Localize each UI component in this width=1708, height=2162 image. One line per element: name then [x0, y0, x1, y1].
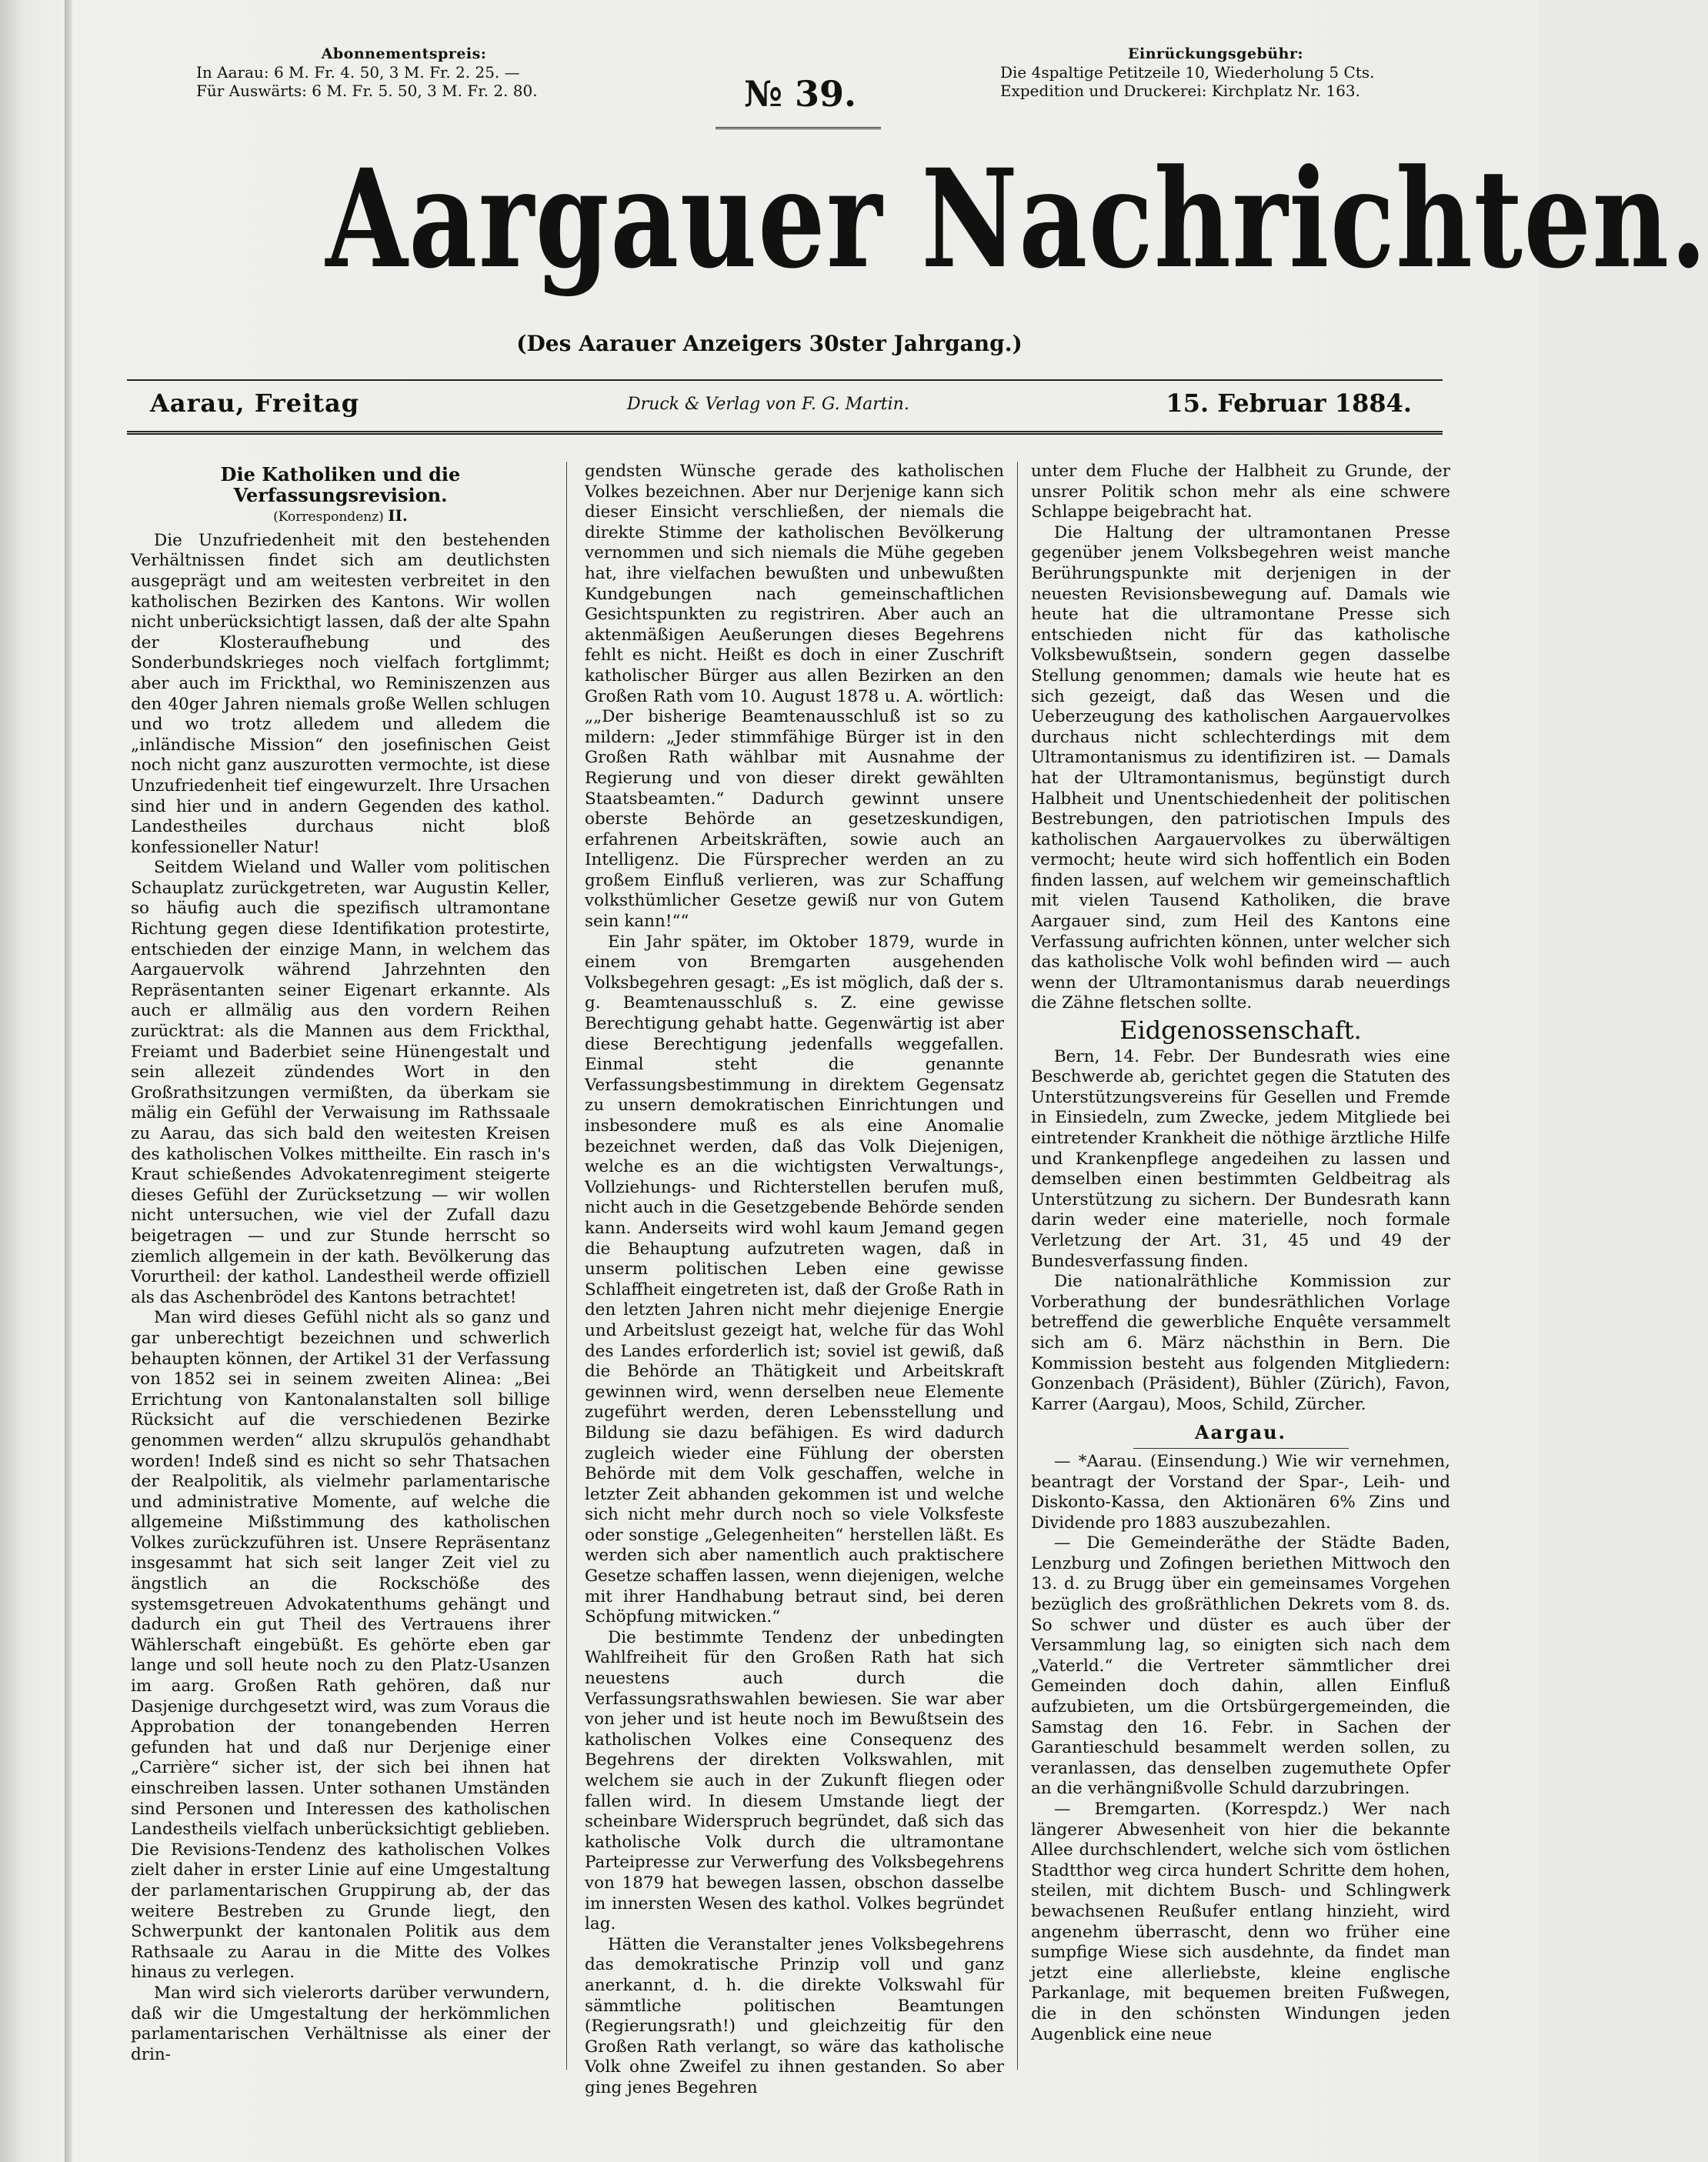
article-part-number: II. — [388, 506, 408, 525]
printer-line: Druck & Verlag von F. G. Martin. — [627, 395, 909, 414]
article-paragraph: Die bestimmte Tendenz der unbedingten Wahlfreiheit für den Großen Rath hat sich neuestens auch durch die Verfassungsrathswahlen bewiesen. Sie war aber von jeher und ist heute noch im Bewußtsein des katholischen Volkes eine Consequenz des Begehrens der direkten Volkswahlen, mit welchem sie auch in der Zukunft fliegen oder fallen wird. In diesem Umstande liegt der scheinbare Widerspruch begründet, daß sich das katholische Volk durch die ultramontane Parteipresse zur Verwerfung des Volksbegehrens von 1879 hat bewegen lassen, obschon dasselbe im innersten Wesen des kathol. Volkes begründet lag. — [585, 1627, 1004, 1934]
news-paragraph: — Die Gemeinderäthe der Städte Baden, Lenzburg und Zofingen beriethen Mittwoch den 13. d. zu Brugg über ein gemeinsames Vorgehen bezüglich des großräthlichen Dekrets vom 8. ds. So schwer und düster es auch über der Versammlung lag, so einigten sich nach dem „Vaterld.“ die Vertreter sämmtlicher drei Gemeinden doch dahin, allen Einfluß aufzubieten, um die Ortsbürgergemeinden, die Samstag den 16. Febr. in Sachen der Garantieschuld besammelt werden sollen, zu veranlassen, das denselben zugemuthete Opfer an die verhängnißvolle Schuld darzubringen. — [1031, 1533, 1450, 1799]
section-title-aargau: Aargau. — [1195, 1421, 1286, 1444]
article-title: Die Katholiken und die Verfassungsrevision. — [220, 463, 461, 506]
column-3 — [1031, 462, 1450, 2045]
column-1 — [131, 462, 550, 2065]
section-rule — [1133, 1448, 1349, 1449]
section-title-eidgenossenschaft: Eidgenossenschaft. — [1119, 1016, 1362, 1046]
article-paragraph: Ein Jahr später, im Oktober 1879, wurde in einem von Bremgarten ausgehenden Volksbegehren gesagt: „Es ist möglich, daß der s. g. Beamtenausschluß s. Z. eine gewisse Berechtigung gehabt hatte. Gegenwärtig ist aber diese Berechtigung jedenfalls weggefallen. Einmal steht die genannte Verfassungsbestimmung in direktem Gegensatz zu unsern demokratischen Einrichtungen und insbesondere muß es als eine Anomalie bezeichnet werden, daß das Volk Diejenigen, welche es an die wichtigsten Verwaltungs-, Vollziehungs- und Richterstellen berufen muß, nicht auch in die Gesetzgebende Behörde senden kann. Anderseits wird wohl kaum Jemand gegen die Behauptung aufzutreten wagen, daß in unserm politischen Leben eine gewisse Schlaffheit eingetreten ist, daß der Große Rath in den letzten Jahren nicht mehr diejenige Energie und Arbeitslust gezeigt hat, welche für das Wohl des Landes erforderlich ist; soviel ist gewiß, daß die Behörde an Thätigkeit und Arbeitskraft gewinnen wird, wenn derselben neue Elemente zugeführt werden, deren Lebensstellung und Bildung sie dazu befähigen. Es wird dadurch zugleich wieder eine Fühlung der obersten Behörde mit dem Volk geschaffen, welche in letzter Zeit abhanden gekommen ist und welche sich nicht mehr durch noch so viele Volksfeste oder sonstige „Gelegenheiten“ herstellen läßt. Es werden sich aber namentlich auch praktischere Gesetze schaffen lassen, wenn diejenigen, welche mit ihrer Handhabung betraut sind, bei deren Schöpfung mitwicken.“ — [585, 932, 1004, 1627]
article-subtitle — [131, 505, 550, 528]
issue-number-rule — [716, 127, 881, 129]
dateline-rule-top — [127, 379, 1443, 381]
article-paragraph: Seitdem Wieland und Waller vom politischen Schauplatz zurückgetreten, war Augustin Keller, so häufig auch die spezifisch ultramontane Richtung gegen diese Identifikation protestirte, entschieden der einzige Mann, in welchem das Aargauervolk während Jahrzehnten den Repräsentanten seiner Eigenart erkannte. Als auch er allmälig aus den vordern Reihen zurücktrat: als die Mannen aus dem Frickthal, Freiamt und Baderbiet seine Hünengestalt und sein allezeit zündendes Wort in den Großrathsitzungen vermißten, da überkam sie mälig ein Gefühl der Verwaisung im Rathssaale zu Aarau, das sich bald den weitesten Kreisen des katholischen Volkes mittheilte. Ein rasch in's Kraut schießendes Advokatenregiment steigerte dieses Gefühl der Zurücksetzung — wir wollen nicht untersuchen, wie viel der Zufall dazu beigetragen — und zur Stunde herrscht so ziemlich allgemein in der kath. Bevölkerung das Vorurtheil: der kathol. Landestheil werde offiziell als das Aschenbrödel des Kantons betrachtet! — [131, 858, 550, 1307]
issue-number: № 39. — [743, 73, 857, 115]
issue-date: 15. Februar 1884. — [1166, 389, 1412, 418]
article-paragraph: Hätten die Veranstalter jenes Volksbegehrens das demokratische Prinzip voll und ganz anerkannt, d. h. die direkte Volkswahl für sämmtliche politischen Beamtungen (Regierungsrath!) und gleichzeitig für den Großen Rath verlangt, so wäre das katholische Volk ohne Zweifel zu ihnen gestanden. So aber ging jenes Begehren — [585, 1934, 1004, 2097]
page-gutter — [65, 0, 72, 2162]
news-paragraph: Bern, 14. Febr. Der Bundesrath wies eine Beschwerde ab, gerichtet gegen die Statuten des Unterstützungsvereins für Gesellen und Fremde in Einsiedeln, zum Zwecke, jedem Mitgliede bei eintretender Krankheit die nöthige ärztliche Hilfe und Krankenpflege angedeihen zu lassen und demselben einen bestimmten Geldbeitrag als Unterstützung zu sichern. Der Bundesrath kann darin weder eine materielle, noch formale Verletzung der Art. 31, 45 und 49 der Bundesverfassung finden. — [1031, 1046, 1450, 1271]
subscription-line-2: Für Auswärts: 6 M. Fr. 5. 50, 3 M. Fr. 2. 80. — [196, 82, 538, 100]
news-paragraph: Die nationalräthliche Kommission zur Vorberathung der bundesräthlichen Vorlage betreffend die gewerbliche Enquête versammelt sich am 6. März nächsthin in Bern. Die Kommission besteht aus folgenden Mitgliedern: Gonzenbach (Präsident), Bühler (Zürich), Favon, Karrer (Aargau), Moos, Schild, Zürcher. — [1031, 1272, 1450, 1414]
insertion-box — [1000, 45, 1431, 100]
article-subtitle-source: (Korrespondenz) — [273, 509, 384, 525]
article-paragraph: gendsten Wünsche gerade des katholischen Volkes bezeichnen. Aber nur Derjenige kann sich dieser Einsicht verschließen, der niemals die direkte Stimme der katholischen Bevölkerung vernommen und sich niemals die Mühe gegeben hat, ihre vielfachen bewußten und unbewußten Kundgebungen nach gemeinschaftlichen Gesichtspunkten zu registriren. Aber auch an aktenmäßigen Aeußerungen dieses Begehrens fehlt es nicht. Heißt es doch in einer Zuschrift katholischer Bürger aus allen Bezirken an den Großen Rath vom 10. August 1878 u. A. wörtlich: „„Der bisherige Beamtenausschluß ist so zu mildern: „Jeder stimmfähige Bürger ist in den Großen Rath wählbar mit Ausnahme der Regierung und von dieser direkt gewählten Staatsbeamten.“ Dadurch gewinnt unsere oberste Behörde an gesetzeskundigen, erfahrenen Arbeitskräften, sowie auch an Intelligenz. Die Fürsprecher werden an zu großem Einfluß verlieren, was zur Schaffung volksthümlicher Gesetze gewiß nur von Gutem sein kann!““ — [585, 462, 1004, 932]
article-paragraph: Die Unzufriedenheit mit den bestehenden Verhältnissen findet sich am deutlichsten ausgeprägt und am weitesten verbreitet in den katholischen Bezirken des Kantons. Wir wollen nicht unberücksichtigt lassen, daß der alte Spahn der Klosteraufhebung und des Sonderbundskrieges noch vielfach fortglimmt; aber auch im Frickthal, wo Reminiszenzen aus den 40ger Jahren niemals große Wellen schlugen und wo trotz alledem und alledem die „inländische Mission“ den josefinischen Geist noch nicht ganz auszurotten vermochte, ist diese Unzufriedenheit tief eingewurzelt. Ihre Ursachen sind hier und in andern Gegenden des kathol. Landestheiles durchaus nicht bloß konfessioneller Natur! — [131, 530, 550, 857]
article-paragraph: Man wird dieses Gefühl nicht als so ganz und gar unberechtigt bezeichnen und schwerlich behaupten können, der Artikel 31 der Verfassung von 1852 sei in seinem zweiten Alinea: „Bei Errichtung von Kantonalanstalten soll billige Rücksicht auf die verschiedenen Bezirke genommen werden“ allzu skrupulös gehandhabt worden! Indeß sind es nicht so sehr Thatsachen der Realpolitik, als vielmehr parlamentarische und administrative Momente, auf welche die allgemeine Mißstimmung des katholischen Volkes zurückzuführen ist. Unsere Repräsentanz insgesammt hat sich seit langer Zeit viel zu ängstlich an die Rockschöße des systemsgetreuen Advokatenthums gehängt und dadurch ein gut Theil des Vertrauens ihrer Wählerschaft eingebüßt. Es gehörte eben gar lange und soll heute noch zu den Platz-Usanzen im aarg. Großen Rath gehören, daß nur Dasjenige durchgesetzt wird, was zum Voraus die Approbation der tonangebenden Herren gefunden hat und daß nur Derjenige einer „Carrière“ sicher ist, der sich bei ihnen hat einschreiben lassen. Unter sothanen Umständen sind Personen und Interessen des katholischen Landestheils vielfach unberücksichtigt geblieben. Die Revisions-Tendenz des katholischen Volkes zielt daher in erster Linie auf eine Umgestaltung der parlamentarischen Gruppirung ab, der das weitere Bestreben zu Grunde liegt, den Schwerpunkt der kantonalen Politik aus dem Rathsaale zu Aarau in die Mitte des Volkes hinaus zu verlegen. — [131, 1308, 550, 1983]
insertion-title: Einrückungsgebühr: — [1128, 45, 1303, 62]
column-divider-1 — [566, 462, 567, 2070]
masthead-title: Aargauer Nachrichten. — [325, 139, 1708, 299]
news-paragraph: — *Aarau. (Einsendung.) Wie wir vernehmen, beantragt der Vorstand der Spar-, Leih- und Diskonto-Kassa, den Aktionären 6% Zins und Dividende pro 1883 auszubezahlen. — [1031, 1451, 1450, 1533]
insertion-line-1: Die 4spaltige Petitzeile 10, Wiederholung 5 Cts. — [1000, 63, 1375, 82]
subscription-title: Abonnementspreis: — [321, 45, 487, 62]
article-paragraph: Man wird sich vielerorts darüber verwundern, daß wir die Umgestaltung der herkömmlichen parlamentarischen Verhältnisse als einer der drin- — [131, 1983, 550, 2064]
subscription-box — [196, 45, 612, 100]
news-paragraph: — Bremgarten. (Korrespdz.) Wer nach längerer Abwesenheit von hier die bekannte Allee durchschlendert, welche sich vom östlichen Stadtthor weg circa hundert Schritte dem hohen, steilen, mit dichtem Busch- und Schlingwerk bewachsenen Reußufer entlang hinzieht, wird angenehm überrascht, denn wo früher eine sumpfige Wiese sich ausdehnte, da findet man jetzt eine allerliebste, kleine englische Parkanlage, mit bequemen breiten Fußwegen, die in den schönsten Windungen jeden Augenblick eine neue — [1031, 1800, 1450, 2044]
article-paragraph: unter dem Fluche der Halbheit zu Grunde, der unsrer Politik schon mehr als eine schwere Schlappe beigebracht hat. — [1031, 462, 1450, 522]
place-day: Aarau, Freitag — [150, 389, 360, 418]
article-paragraph: Die Haltung der ultramontanen Presse gegenüber jenem Volksbegehren weist manche Berührungspunkte mit derjenigen in der neuesten Revisionsbewegung auf. Damals wie heute hat die ultramontane Presse sich entschieden nicht für das katholische Volksbewußtsein, sondern gegen dasselbe Stellung genommen; damals wie heute hat es sich gezeigt, daß das Wesen und die Ueberzeugung des katholischen Aargauervolkes durchaus nicht schlechterdings mit dem Ultramontanismus zu identifiziren ist. — Damals hat der Ultramontanismus, begünstigt durch Halbheit und Unentschiedenheit der politischen Bestrebungen, den patriotischen Impuls des katholischen Aargauervolkes zu überwältigen vermocht; heute wird sich hoffentlich ein Boden finden lassen, auf welchem wir gemeinschaftlich mit vielen Tausend Katholiken, die brave Aargauer sind, zum Heil des Kantons eine Verfassung aufrichten können, unter welcher sich das katholische Volk wohl befinden wird — auch wenn der Ultramontanismus darab neuerdings die Zähne fletschen sollte. — [1031, 522, 1450, 1013]
column-divider-2 — [1017, 462, 1018, 2070]
column-2 — [585, 462, 1004, 2099]
masthead-subtitle: (Des Aarauer Anzeigers 30ster Jahrgang.) — [516, 331, 1022, 356]
insertion-line-2: Expedition und Druckerei: Kirchplatz Nr. 163. — [1000, 82, 1361, 100]
subscription-line-1: In Aarau: 6 M. Fr. 4. 50, 3 M. Fr. 2. 25. — — [196, 63, 520, 82]
dateline-rule-bottom — [127, 431, 1443, 435]
dateline — [150, 389, 1412, 427]
